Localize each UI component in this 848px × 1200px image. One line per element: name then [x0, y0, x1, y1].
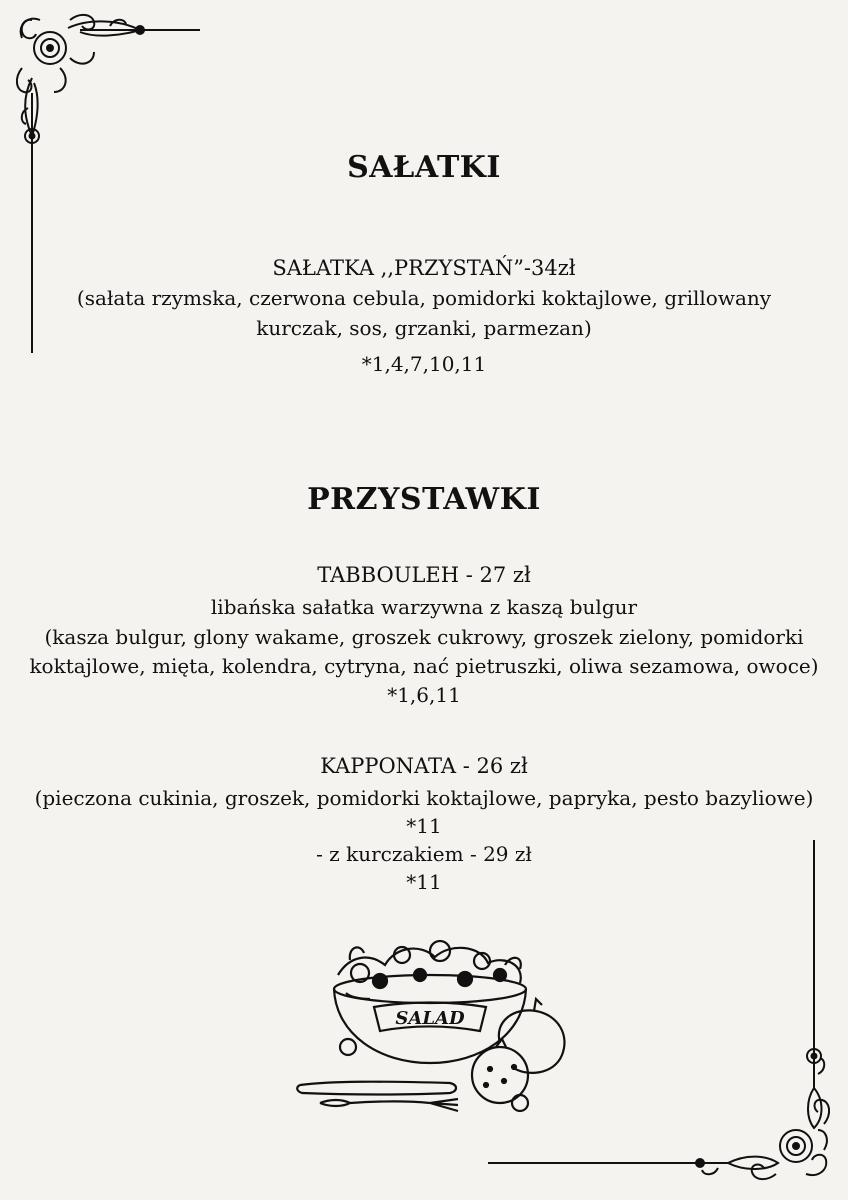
salads-section-heading [0, 150, 848, 185]
tabbouleh-allergens: *1,6,11 [387, 683, 461, 707]
starters-section-heading [0, 482, 848, 517]
starters-heading: PRZYSTAWKI [307, 482, 541, 517]
salad-przystan-name: SAŁATKA ,,PRZYSTAŃ”-34zł [272, 256, 576, 280]
tabbouleh-description-line-1: (kasza bulgur, glony wakame, groszek cukrowy, groszek zielony, pomidorki [44, 625, 804, 649]
bowl-label: SALAD [395, 1008, 465, 1029]
salads-heading: SAŁATKI [347, 150, 501, 185]
kapponata-chicken-variant: - z kurczakiem - 29 zł [316, 842, 532, 866]
tabbouleh-name: TABBOULEH - 27 zł [317, 563, 531, 587]
kapponata-name: KAPPONATA - 26 zł [320, 754, 528, 778]
salad-przystan-description-line-1: (sałata rzymska, czerwona cebula, pomidorki koktajlowe, grillowany [76, 286, 772, 310]
tabbouleh-subtitle: libańska sałatka warzywna z kaszą bulgur [210, 595, 638, 619]
kapponata-chicken-variant-allergens: *11 [406, 870, 442, 894]
kapponata-allergens: *11 [406, 814, 442, 838]
tabbouleh-description-line-2: koktajlowe, mięta, kolendra, cytryna, nać pietruszki, oliwa sezamowa, owoce) [29, 654, 819, 678]
kapponata-description-line-1: (pieczona cukinia, groszek, pomidorki koktajlowe, papryka, pesto bazyliowe) [34, 786, 814, 810]
salad-przystan-allergens: *1,4,7,10,11 [361, 352, 487, 376]
salad-przystan-description-line-2: kurczak, sos, grzanki, parmezan) [256, 316, 592, 340]
salad-bowl-illustration [290, 935, 580, 1120]
